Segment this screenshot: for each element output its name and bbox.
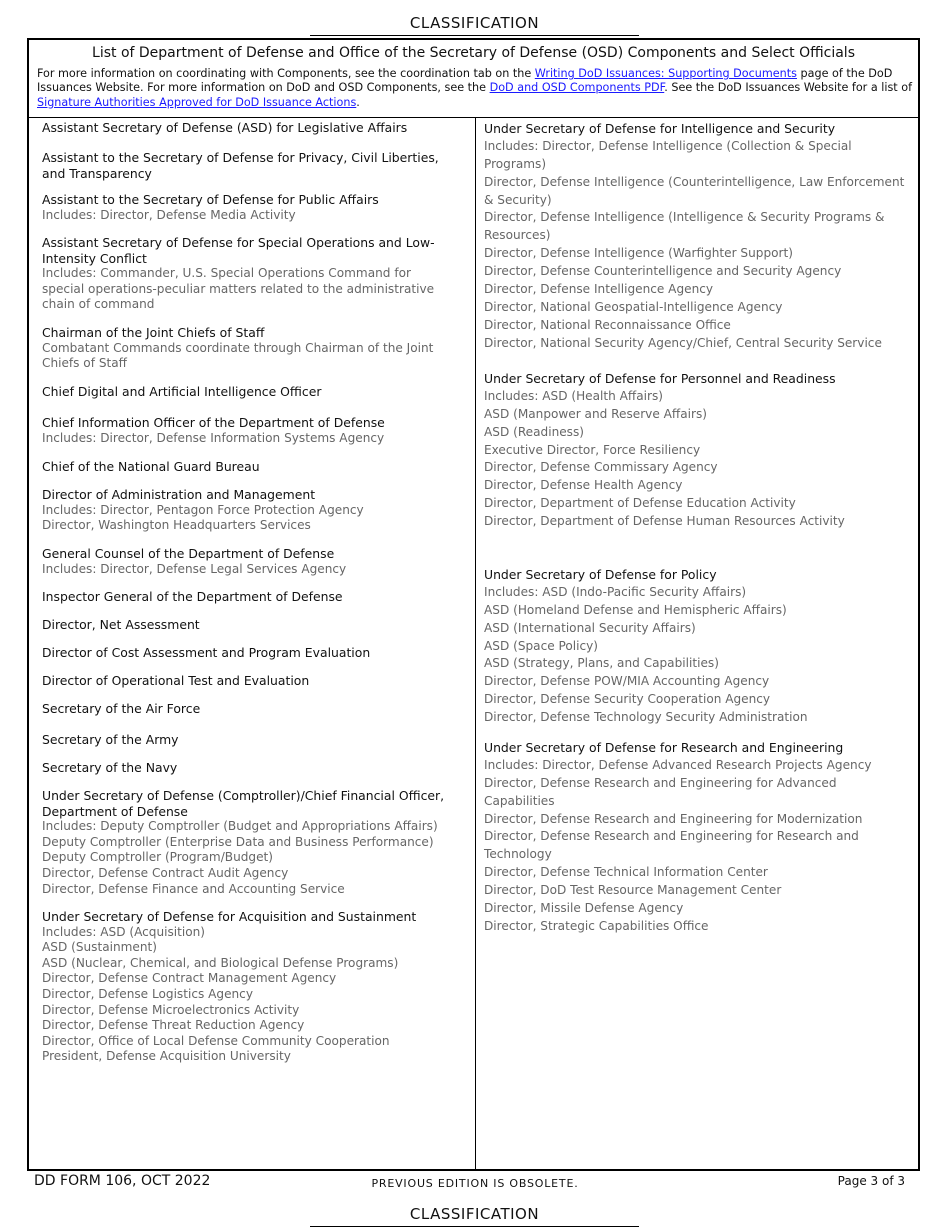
included-official: Includes: ASD (Health Affairs) <box>484 388 663 403</box>
official-entry <box>42 459 452 475</box>
official-title: Director of Cost Assessment and Program Evaluation <box>42 645 371 660</box>
included-officials <box>42 431 452 447</box>
included-official: Includes: Commander, U.S. Special Operations Command for special operations-peculiar matters related to the administrative chain of command <box>42 266 435 312</box>
included-official: Director, Defense Microelectronics Activity <box>42 1002 300 1017</box>
included-official: Director, National Reconnaissance Office <box>484 317 731 332</box>
official-title: Director, Net Assessment <box>42 617 200 632</box>
included-official: Director, Washington Headquarters Services <box>42 518 311 533</box>
info-text-3: . See the DoD Issuances Website for a list of <box>664 81 913 95</box>
official-title: Secretary of the Army <box>42 732 179 747</box>
included-officials <box>484 138 909 353</box>
included-official: Director, Defense Research and Engineering for Advanced Capabilities <box>484 775 837 808</box>
official-title: Secretary of the Air Force <box>42 701 201 716</box>
official-entry <box>42 415 452 446</box>
official-entry <box>42 384 452 400</box>
included-official: ASD (Space Policy) <box>484 638 599 653</box>
official-title: Director of Administration and Management <box>42 487 316 502</box>
included-official: Director, National Geospatial-Intelligence Agency <box>484 299 783 314</box>
official-title: Under Secretary of Defense for Acquisition and Sustainment <box>42 909 417 924</box>
official-entry <box>42 150 452 181</box>
included-official: Combatant Commands coordinate through Chairman of the Joint Chiefs of Staff <box>42 340 434 371</box>
included-official: Director, Defense Research and Engineering for Modernization <box>484 811 863 826</box>
official-entry <box>484 566 909 727</box>
included-official: Includes: Director, Defense Advanced Research Projects Agency <box>484 757 872 772</box>
components-pdf-link[interactable]: DoD and OSD Components PDF <box>489 81 665 95</box>
official-entry <box>42 546 452 577</box>
official-title: Assistant to the Secretary of Defense for Public Affairs <box>42 192 379 207</box>
info-text-4: . <box>356 95 360 109</box>
column-divider <box>475 118 476 1171</box>
included-official: ASD (Homeland Defense and Hemispheric Affairs) <box>484 602 787 617</box>
official-entry <box>484 370 909 531</box>
included-officials <box>484 757 909 936</box>
included-officials <box>42 503 452 534</box>
official-title: Under Secretary of Defense for Policy <box>484 567 717 582</box>
official-entry <box>42 325 452 372</box>
official-entry <box>42 732 452 748</box>
included-official: ASD (Manpower and Reserve Affairs) <box>484 406 707 421</box>
included-official: Includes: Director, Defense Legal Services Agency <box>42 561 347 576</box>
official-entry <box>42 589 452 605</box>
included-official: Director, Defense Commissary Agency <box>484 460 718 475</box>
included-officials <box>42 562 452 578</box>
included-official: Director, Defense Security Cooperation Agency <box>484 692 771 707</box>
included-official: Includes: Director, Defense Information Systems Agency <box>42 430 385 445</box>
included-official: Director, National Security Agency/Chief, Central Security Service <box>484 335 882 350</box>
included-official: Director, Defense Research and Engineering for Research and Technology <box>484 829 859 862</box>
included-official: ASD (International Security Affairs) <box>484 620 696 635</box>
included-official: Director, Missile Defense Agency <box>484 901 684 916</box>
official-entry <box>42 909 452 1065</box>
info-text-1: For more information on coordinating with Components, see the coordination tab on the <box>37 67 535 80</box>
included-official: Executive Director, Force Resiliency <box>484 442 701 457</box>
included-official: Deputy Comptroller (Program/Budget) <box>42 850 273 865</box>
included-official: Includes: Director, Defense Intelligence (Collection & Special Programs) <box>484 138 852 171</box>
included-official: ASD (Strategy, Plans, and Capabilities) <box>484 656 719 671</box>
included-official: Director, Defense Technology Security Administration <box>484 710 808 725</box>
included-official: ASD (Nuclear, Chemical, and Biological Defense Programs) <box>42 955 399 970</box>
included-official: Director, Defense Contract Audit Agency <box>42 865 289 880</box>
official-entry <box>42 617 452 633</box>
included-official: Director, Defense Intelligence (Counterintelligence, Law Enforcement & Security) <box>484 174 905 207</box>
form-number: DD FORM 106, OCT 2022 <box>34 1173 211 1189</box>
included-official: Director, Defense Contract Management Agency <box>42 971 337 986</box>
classification-top: CLASSIFICATION <box>310 14 639 36</box>
writing-issuances-link[interactable]: Writing DoD Issuances: Supporting Documents <box>534 67 797 80</box>
included-official: Includes: Director, Defense Media Activity <box>42 207 296 222</box>
official-entry <box>42 235 452 313</box>
included-official: Director, Defense Technical Information Center <box>484 865 768 880</box>
included-official: Includes: ASD (Indo-Pacific Security Affairs) <box>484 584 747 599</box>
included-official: Director, Defense Intelligence (Intelligence & Security Programs & Resources) <box>484 210 885 243</box>
official-title: General Counsel of the Department of Defense <box>42 546 335 561</box>
signature-authorities-link[interactable]: Signature Authorities Approved for DoD Issuance Actions <box>37 95 357 109</box>
included-official: Director, Department of Defense Education Activity <box>484 496 796 511</box>
official-entry <box>42 701 452 717</box>
coordination-info <box>37 67 913 110</box>
official-title: Under Secretary of Defense for Research and Engineering <box>484 740 844 755</box>
included-official: Director, Defense Health Agency <box>484 478 683 493</box>
official-entry <box>42 788 452 897</box>
included-official: ASD (Readiness) <box>484 424 584 439</box>
included-official: Includes: Director, Pentagon Force Protection Agency <box>42 502 364 517</box>
included-officials <box>42 925 452 1065</box>
info-text-2: page of the DoD Issuances Website. For more information on DoD and OSD Components, see the <box>37 67 893 95</box>
classification-bottom: CLASSIFICATION <box>310 1205 639 1227</box>
official-title: Under Secretary of Defense (Comptroller)/Chief Financial Officer, Department of Defense <box>42 788 445 819</box>
page-number: Page 3 of 3 <box>837 1174 905 1188</box>
official-entry <box>42 192 452 223</box>
official-entry <box>484 120 909 353</box>
official-title: Director of Operational Test and Evaluation <box>42 673 310 688</box>
included-official: Director, Strategic Capabilities Office <box>484 918 709 933</box>
included-official: Director, Defense Threat Reduction Agency <box>42 1018 305 1033</box>
included-official: Director, Office of Local Defense Community Cooperation <box>42 1033 390 1048</box>
included-official: Director, Defense Intelligence Agency <box>484 282 714 297</box>
included-official: ASD (Sustainment) <box>42 940 157 955</box>
official-title: Chief of the National Guard Bureau <box>42 459 260 474</box>
included-official: Director, Defense Intelligence (Warfighter Support) <box>484 246 793 261</box>
form-title: List of Department of Defense and Office of the Secretary of Defense (OSD) Components and Select Officials <box>92 45 855 61</box>
official-title: Under Secretary of Defense for Personnel and Readiness <box>484 371 836 386</box>
official-title: Assistant Secretary of Defense for Special Operations and Low-Intensity Conflict <box>42 235 435 266</box>
form-header <box>29 40 918 118</box>
included-official: Director, Defense Counterintelligence and Security Agency <box>484 264 842 279</box>
included-officials <box>484 388 909 531</box>
official-title: Assistant Secretary of Defense (ASD) for Legislative Affairs <box>42 120 408 135</box>
included-official: Director, Defense Finance and Accounting Service <box>42 881 345 896</box>
included-official: Deputy Comptroller (Enterprise Data and Business Performance) <box>42 834 434 849</box>
official-entry <box>42 645 452 661</box>
included-official: Director, Defense Logistics Agency <box>42 986 253 1001</box>
included-officials <box>42 819 452 897</box>
included-official: Director, Defense POW/MIA Accounting Agency <box>484 674 770 689</box>
official-title: Chief Information Officer of the Department of Defense <box>42 415 385 430</box>
official-title: Inspector General of the Department of Defense <box>42 589 343 604</box>
official-entry <box>484 739 909 936</box>
official-title: Secretary of the Navy <box>42 760 178 775</box>
included-officials <box>484 584 909 727</box>
included-officials <box>42 341 452 372</box>
official-title: Under Secretary of Defense for Intelligence and Security <box>484 121 836 136</box>
included-official: Includes: Deputy Comptroller (Budget and Appropriations Affairs) <box>42 819 438 834</box>
official-entry <box>42 120 452 136</box>
official-entry <box>42 760 452 776</box>
included-officials <box>42 266 452 313</box>
official-title: Chairman of the Joint Chiefs of Staff <box>42 325 265 340</box>
included-official: President, Defense Acquisition University <box>42 1049 291 1064</box>
official-title: Assistant to the Secretary of Defense for Privacy, Civil Liberties, and Transparency <box>42 150 439 181</box>
form-box <box>27 38 920 1171</box>
included-official: Includes: ASD (Acquisition) <box>42 924 206 939</box>
included-official: Director, Department of Defense Human Resources Activity <box>484 514 845 529</box>
official-entry <box>42 673 452 689</box>
included-officials <box>42 208 452 224</box>
official-entry <box>42 487 452 534</box>
obsolete-notice: PREVIOUS EDITION IS OBSOLETE. <box>371 1177 579 1190</box>
included-official: Director, DoD Test Resource Management Center <box>484 883 782 898</box>
official-title: Chief Digital and Artificial Intelligence Officer <box>42 384 322 399</box>
